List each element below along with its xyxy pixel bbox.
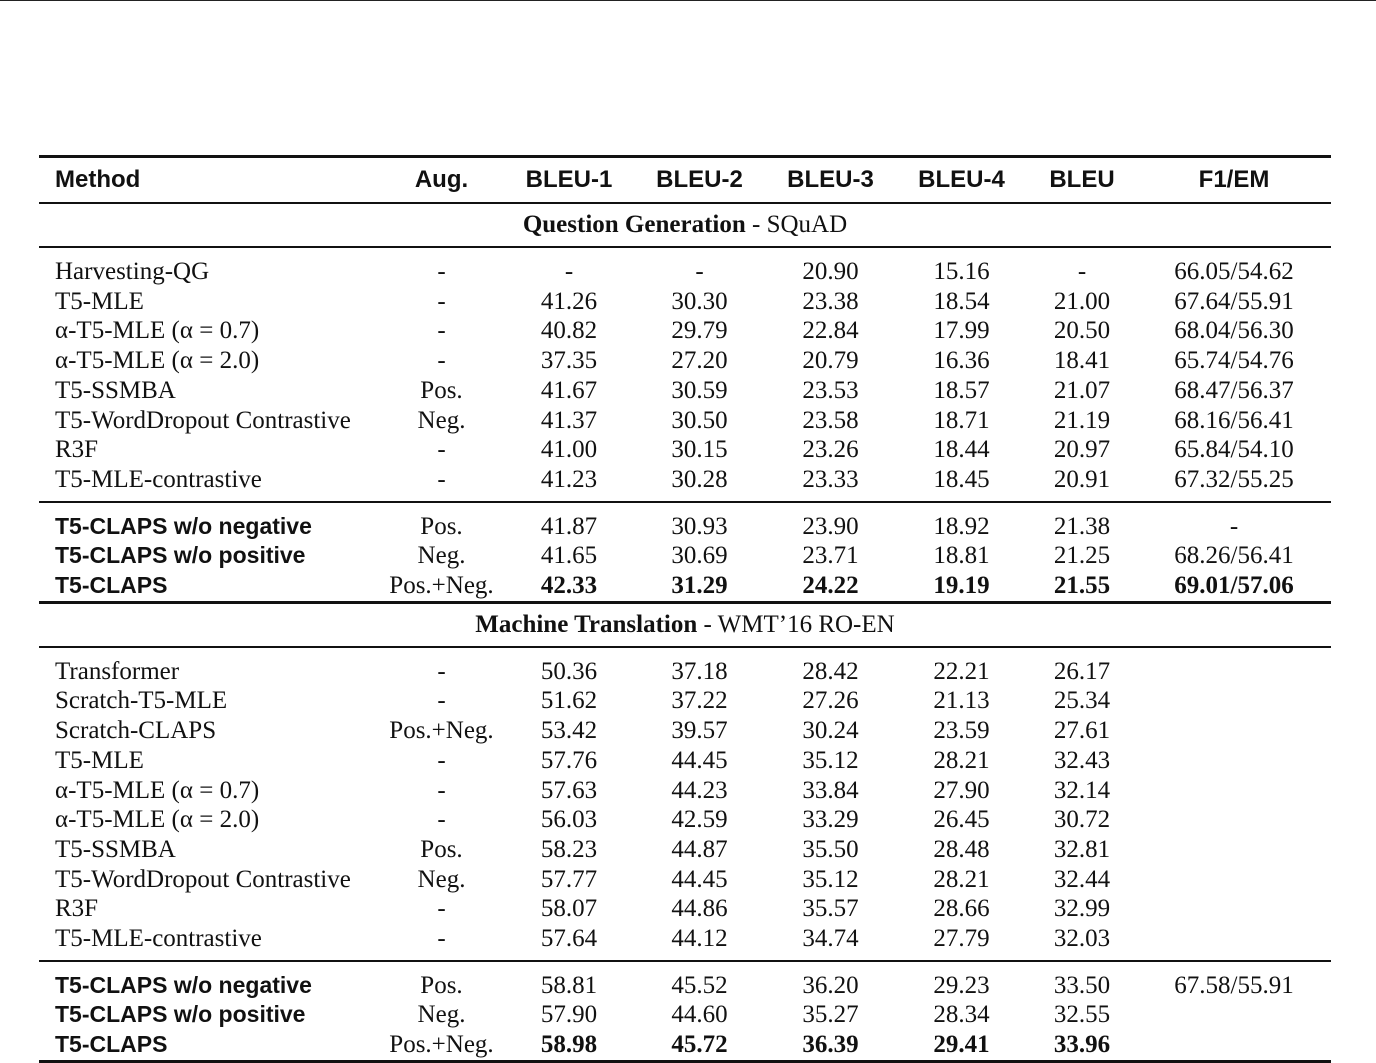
value-cell: 40.82 (540, 317, 598, 345)
section-title: Question Generation (522, 211, 746, 239)
table-row (39, 835, 1331, 865)
value-cell: 27.61 (1053, 717, 1111, 745)
value-cell (1137, 716, 1331, 746)
method-cell: T5-WordDropout Contrastive (55, 406, 351, 434)
header-bleu2: BLEU-2 (656, 166, 743, 194)
value-cell: 27.90 (933, 776, 990, 804)
method-cell: T5-CLAPS w/o positive (55, 1001, 306, 1028)
value-cell: 23.58 (802, 406, 859, 434)
value-cell: 67.58/55.91 (1174, 971, 1294, 999)
header-bleu1: BLEU-1 (525, 166, 613, 194)
value-cell (1137, 686, 1331, 716)
value-cell: 29.23 (933, 971, 990, 999)
value-cell (1137, 865, 1331, 895)
value-cell: - (437, 895, 446, 923)
table-row (39, 961, 1331, 1001)
value-cell (1137, 924, 1331, 961)
value-cell: - (437, 258, 446, 285)
value-cell: 33.96 (1053, 1031, 1111, 1059)
value-cell: 20.50 (1053, 317, 1111, 345)
value-cell: 68.26/56.41 (1174, 542, 1294, 570)
value-cell: Pos. (420, 835, 463, 863)
value-cell: 34.74 (802, 925, 859, 953)
value-cell: 32.55 (1053, 1001, 1111, 1029)
value-cell: 30.69 (671, 542, 728, 570)
value-cell (1137, 776, 1331, 806)
value-cell: 22.84 (802, 317, 859, 345)
value-cell: 68.47/56.37 (1174, 376, 1294, 404)
value-cell: - (437, 806, 446, 834)
value-cell: 30.30 (671, 287, 728, 315)
method-cell: T5-CLAPS w/o positive (55, 542, 306, 569)
method-cell: T5-MLE (55, 287, 144, 315)
value-cell: 35.12 (802, 865, 859, 893)
value-cell: 23.71 (802, 542, 859, 570)
method-cell: Harvesting-QG (55, 258, 210, 285)
value-cell: 21.00 (1053, 287, 1111, 315)
header-aug: Aug. (414, 166, 469, 194)
value-cell: 41.37 (540, 406, 598, 434)
value-cell: 31.29 (671, 572, 728, 600)
value-cell: - (437, 746, 446, 774)
value-cell: 24.22 (802, 572, 859, 600)
value-cell: 16.36 (933, 347, 990, 375)
value-cell: 44.86 (671, 895, 728, 923)
value-cell: 68.04/56.30 (1174, 317, 1294, 345)
value-cell: 33.84 (802, 776, 859, 804)
value-cell: 32.44 (1053, 865, 1111, 893)
table-row (39, 406, 1331, 436)
section-title-cell (39, 203, 1331, 247)
value-cell: 66.05/54.62 (1174, 258, 1294, 285)
method-cell: T5-CLAPS (55, 572, 168, 599)
value-cell: 32.03 (1053, 925, 1111, 953)
value-cell: Pos. (420, 971, 463, 999)
value-cell: 33.50 (1053, 971, 1111, 999)
table-row (39, 247, 1331, 287)
value-cell: 57.63 (540, 776, 598, 804)
value-cell: 30.59 (671, 376, 728, 404)
value-cell: - (564, 258, 574, 285)
value-cell: 19.19 (933, 572, 990, 600)
value-cell: 44.23 (671, 776, 728, 804)
value-cell: 65.84/54.10 (1174, 436, 1294, 464)
value-cell (1137, 746, 1331, 776)
value-cell: 44.12 (671, 925, 728, 953)
method-cell: T5-SSMBA (55, 376, 176, 404)
method-cell: α-T5-MLE (α = 2.0) (55, 347, 260, 375)
method-cell: α-T5-MLE (α = 0.7) (55, 776, 260, 804)
value-cell (1137, 647, 1331, 687)
value-cell: 21.13 (933, 687, 990, 715)
value-cell: 21.19 (1053, 406, 1111, 434)
value-cell: 30.28 (671, 465, 728, 493)
header-row (39, 157, 1331, 204)
value-cell: Pos.+Neg. (389, 572, 494, 600)
section-title-cell (39, 602, 1331, 647)
value-cell: 30.72 (1053, 806, 1111, 834)
value-cell (1137, 894, 1331, 924)
value-cell: 26.17 (1053, 657, 1111, 685)
value-cell (1137, 1030, 1331, 1061)
value-cell (1137, 835, 1331, 865)
value-cell: 27.26 (802, 687, 859, 715)
table-row (39, 316, 1331, 346)
value-cell: 21.25 (1053, 542, 1111, 570)
method-cell: R3F (55, 895, 99, 923)
value-cell: 51.62 (540, 687, 598, 715)
table-row (39, 376, 1331, 406)
value-cell: 27.79 (933, 925, 990, 953)
value-cell: 28.48 (933, 835, 990, 863)
value-cell: Neg. (417, 865, 466, 893)
value-cell: 41.23 (540, 465, 598, 493)
method-cell: α-T5-MLE (α = 0.7) (55, 317, 260, 345)
value-cell: - (437, 657, 446, 685)
value-cell: 56.03 (540, 806, 598, 834)
table-row (39, 502, 1331, 542)
value-cell: - (437, 347, 446, 375)
value-cell: 41.26 (540, 287, 598, 315)
value-cell: Neg. (417, 406, 466, 434)
value-cell: 33.29 (802, 806, 859, 834)
value-cell: 41.87 (540, 512, 598, 540)
value-cell: 21.55 (1053, 572, 1111, 600)
value-cell: 20.79 (802, 347, 859, 375)
value-cell: 37.22 (671, 687, 728, 715)
header-bleu3: BLEU-3 (787, 166, 874, 194)
value-cell: 17.99 (933, 317, 990, 345)
value-cell: 23.59 (933, 717, 990, 745)
value-cell: 28.21 (933, 746, 990, 774)
table-row (39, 805, 1331, 835)
value-cell: 44.87 (671, 835, 728, 863)
table-row (39, 1000, 1331, 1030)
method-cell: R3F (55, 436, 99, 464)
method-cell: T5-SSMBA (55, 835, 176, 863)
section-header-question-generation (39, 203, 1331, 247)
value-cell: Pos.+Neg. (389, 1031, 494, 1059)
value-cell (1137, 805, 1331, 835)
table-row (39, 435, 1331, 465)
value-cell: 30.15 (671, 436, 728, 464)
table-row (39, 686, 1331, 716)
method-cell: α-T5-MLE (α = 2.0) (55, 806, 260, 834)
value-cell: 42.33 (540, 572, 598, 600)
table-row (39, 287, 1331, 317)
table-row (39, 647, 1331, 687)
table-row (39, 1030, 1331, 1061)
value-cell: 44.45 (671, 865, 728, 893)
value-cell: 58.07 (540, 895, 598, 923)
method-cell: T5-MLE-contrastive (55, 465, 262, 493)
value-cell: - (437, 925, 446, 953)
table-row (39, 465, 1331, 502)
section-header-machine-translation (39, 602, 1331, 647)
section-title: Machine Translation (475, 610, 698, 638)
section-subtitle: - SQuAD (745, 211, 848, 239)
value-cell (1137, 1000, 1331, 1030)
value-cell: 45.52 (671, 971, 728, 999)
table-row (39, 346, 1331, 376)
value-cell: - (437, 436, 446, 464)
value-cell: 36.20 (802, 971, 859, 999)
value-cell: 36.39 (802, 1031, 859, 1059)
value-cell: 57.64 (540, 925, 598, 953)
value-cell: Pos. (420, 376, 463, 404)
value-cell: 67.64/55.91 (1174, 287, 1294, 315)
value-cell: 58.98 (540, 1031, 598, 1059)
value-cell: 18.92 (933, 512, 990, 540)
value-cell: - (1229, 512, 1239, 540)
value-cell: 39.57 (671, 717, 728, 745)
value-cell: 32.43 (1053, 746, 1111, 774)
value-cell: 32.14 (1053, 776, 1111, 804)
header-bleu: BLEU (1049, 166, 1115, 194)
value-cell: 18.44 (933, 436, 990, 464)
value-cell: 18.71 (933, 406, 990, 434)
table-row (39, 894, 1331, 924)
value-cell: 42.59 (671, 806, 728, 834)
value-cell: 53.42 (540, 717, 598, 745)
value-cell: 23.90 (802, 512, 859, 540)
results-table (39, 155, 1331, 1063)
value-cell: 32.99 (1053, 895, 1111, 923)
value-cell: 28.42 (802, 657, 859, 685)
value-cell: 67.32/55.25 (1174, 465, 1294, 493)
table-row (39, 865, 1331, 895)
value-cell: 30.93 (671, 512, 728, 540)
value-cell: 44.60 (671, 1001, 728, 1029)
value-cell: 58.23 (540, 835, 598, 863)
value-cell: 22.21 (933, 657, 990, 685)
method-cell: Scratch-T5-MLE (55, 687, 228, 715)
results-table-container (39, 155, 1331, 1063)
value-cell: Pos.+Neg. (389, 717, 494, 745)
method-cell: T5-WordDropout Contrastive (55, 865, 351, 893)
value-cell: 57.90 (540, 1001, 598, 1029)
table-row (39, 776, 1331, 806)
value-cell: Pos. (420, 512, 463, 540)
value-cell: 37.18 (671, 657, 728, 685)
value-cell: 35.12 (802, 746, 859, 774)
value-cell: - (437, 317, 446, 345)
value-cell: 69.01/57.06 (1174, 572, 1294, 600)
value-cell: 27.20 (671, 347, 728, 375)
table-row (39, 924, 1331, 961)
method-cell: T5-CLAPS w/o negative (55, 512, 312, 539)
table-row (39, 571, 1331, 602)
method-cell: Scratch-CLAPS (55, 717, 217, 745)
value-cell: 20.90 (802, 258, 859, 285)
value-cell: 68.16/56.41 (1174, 406, 1294, 434)
method-cell: T5-MLE-contrastive (55, 925, 262, 953)
value-cell: - (437, 287, 446, 315)
value-cell: 29.79 (671, 317, 728, 345)
table-row (39, 541, 1331, 571)
value-cell: 28.66 (933, 895, 990, 923)
value-cell: 41.67 (540, 376, 598, 404)
value-cell: 50.36 (540, 657, 598, 685)
value-cell: 35.57 (802, 895, 859, 923)
value-cell: 23.53 (802, 376, 859, 404)
value-cell: 23.33 (802, 465, 859, 493)
value-cell: 45.72 (671, 1031, 728, 1059)
value-cell: 37.35 (540, 347, 598, 375)
method-cell: T5-CLAPS (55, 1031, 168, 1058)
value-cell: 32.81 (1053, 835, 1111, 863)
value-cell: 23.26 (802, 436, 859, 464)
value-cell: 44.45 (671, 746, 728, 774)
value-cell: 58.81 (540, 971, 598, 999)
value-cell: 18.57 (933, 376, 990, 404)
value-cell: 30.24 (802, 717, 859, 745)
value-cell: 35.50 (802, 835, 859, 863)
method-cell: Transformer (55, 657, 180, 685)
section-subtitle: - WMT’16 RO-EN (697, 610, 895, 638)
value-cell: 18.45 (933, 465, 990, 493)
table-row (39, 746, 1331, 776)
value-cell: - (695, 258, 704, 285)
header-method: Method (55, 166, 141, 194)
value-cell: 18.41 (1053, 347, 1111, 375)
value-cell: 20.97 (1053, 436, 1111, 464)
header-f1em: F1/EM (1198, 166, 1270, 194)
value-cell: 20.91 (1053, 465, 1111, 493)
value-cell: 26.45 (933, 806, 990, 834)
method-cell: T5-MLE (55, 746, 144, 774)
value-cell: 25.34 (1053, 687, 1111, 715)
value-cell: 28.21 (933, 865, 990, 893)
table-row (39, 716, 1331, 746)
page-top-rule (0, 0, 1376, 1)
method-cell: T5-CLAPS w/o negative (55, 971, 312, 998)
value-cell: - (437, 687, 446, 715)
value-cell: Neg. (417, 1001, 466, 1029)
value-cell: 21.07 (1053, 376, 1111, 404)
value-cell: 18.54 (933, 287, 990, 315)
value-cell: - (1077, 258, 1087, 285)
value-cell: 21.38 (1053, 512, 1111, 540)
value-cell: 41.65 (540, 542, 598, 570)
results-table-body (39, 203, 1331, 1061)
value-cell: 29.41 (933, 1031, 990, 1059)
value-cell: - (437, 465, 446, 493)
value-cell: 30.50 (671, 406, 728, 434)
value-cell: - (437, 776, 446, 804)
value-cell: 65.74/54.76 (1174, 347, 1294, 375)
value-cell: Neg. (417, 542, 466, 570)
value-cell: 41.00 (540, 436, 598, 464)
value-cell: 57.77 (540, 865, 598, 893)
value-cell: 57.76 (540, 746, 598, 774)
value-cell: 18.81 (933, 542, 990, 570)
header-bleu4: BLEU-4 (918, 166, 1005, 194)
value-cell: 15.16 (933, 258, 990, 285)
value-cell: 28.34 (933, 1001, 990, 1029)
value-cell: 23.38 (802, 287, 859, 315)
value-cell: 35.27 (802, 1001, 859, 1029)
